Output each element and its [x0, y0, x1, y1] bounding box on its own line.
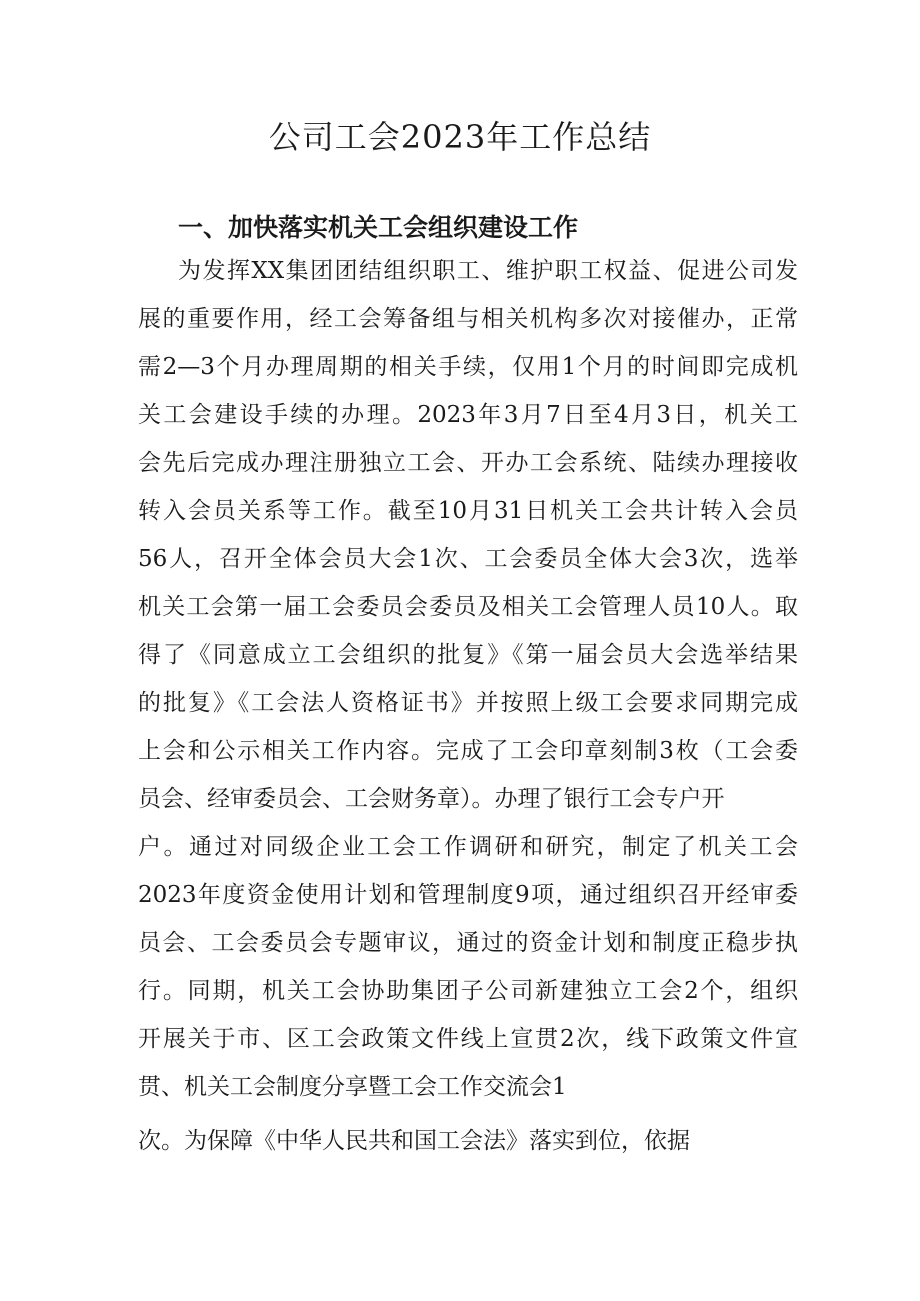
paragraph-line: 展的重要作用，经工会筹备组与相关机构多次对接催办，正常: [138, 306, 798, 332]
paragraph-line: 员会、工会委员会专题审议，通过的资金计划和制度正稳步执: [138, 930, 798, 956]
paragraph-line: 关工会建设手续的办理。2023年3月7日至4月3日，机关工: [138, 402, 798, 428]
paragraph-line: 贯、机关工会制度分享暨工会工作交流会1: [138, 1074, 567, 1100]
section-heading: 一、加快落实机关工会组织建设工作: [178, 213, 579, 242]
paragraph-line: 行。同期，机关工会协助集团子公司新建独立工会2个，组织: [138, 978, 798, 1004]
document-title: 公司工会2023年工作总结: [268, 118, 652, 156]
paragraph-line: 开展关于市、区工会政策文件线上宣贯2次，线下政策文件宣: [138, 1026, 798, 1052]
paragraph-line: 上会和公示相关工作内容。完成了工会印章刻制3枚（工会委: [138, 738, 798, 764]
paragraph-line: 56人，召开全体会员大会1次、工会委员全体大会3次，选举: [138, 546, 798, 572]
paragraph-line: 的批复》《工会法人资格证书》并按照上级工会要求同期完成: [138, 690, 798, 716]
paragraph-line: 为发挥XX集团团结组织职工、维护职工权益、促进公司发: [178, 258, 798, 284]
paragraph-line: 得了《同意成立工会组织的批复》《第一届会员大会选举结果: [138, 642, 798, 668]
paragraph-line: 户。通过对同级企业工会工作调研和研究，制定了机关工会: [138, 834, 798, 860]
paragraph-line: 会先后完成办理注册独立工会、开办工会系统、陆续办理接收: [138, 450, 798, 476]
paragraph-line: 需2—3个月办理周期的相关手续，仅用1个月的时间即完成机: [138, 354, 798, 380]
paragraph-line: 机关工会第一届工会委员会委员及相关工会管理人员10人。取: [138, 594, 798, 620]
paragraph-line: 员会、经审委员会、工会财务章）。办理了银行工会专户开: [138, 786, 725, 812]
paragraph-line: 转入会员关系等工作。截至10月31日机关工会共计转入会员: [138, 498, 798, 524]
paragraph-line: 次。为保障《中华人民共和国工会法》落实到位，依据: [138, 1128, 690, 1154]
paragraph-line: 2023年度资金使用计划和管理制度9项，通过组织召开经审委: [138, 882, 798, 908]
